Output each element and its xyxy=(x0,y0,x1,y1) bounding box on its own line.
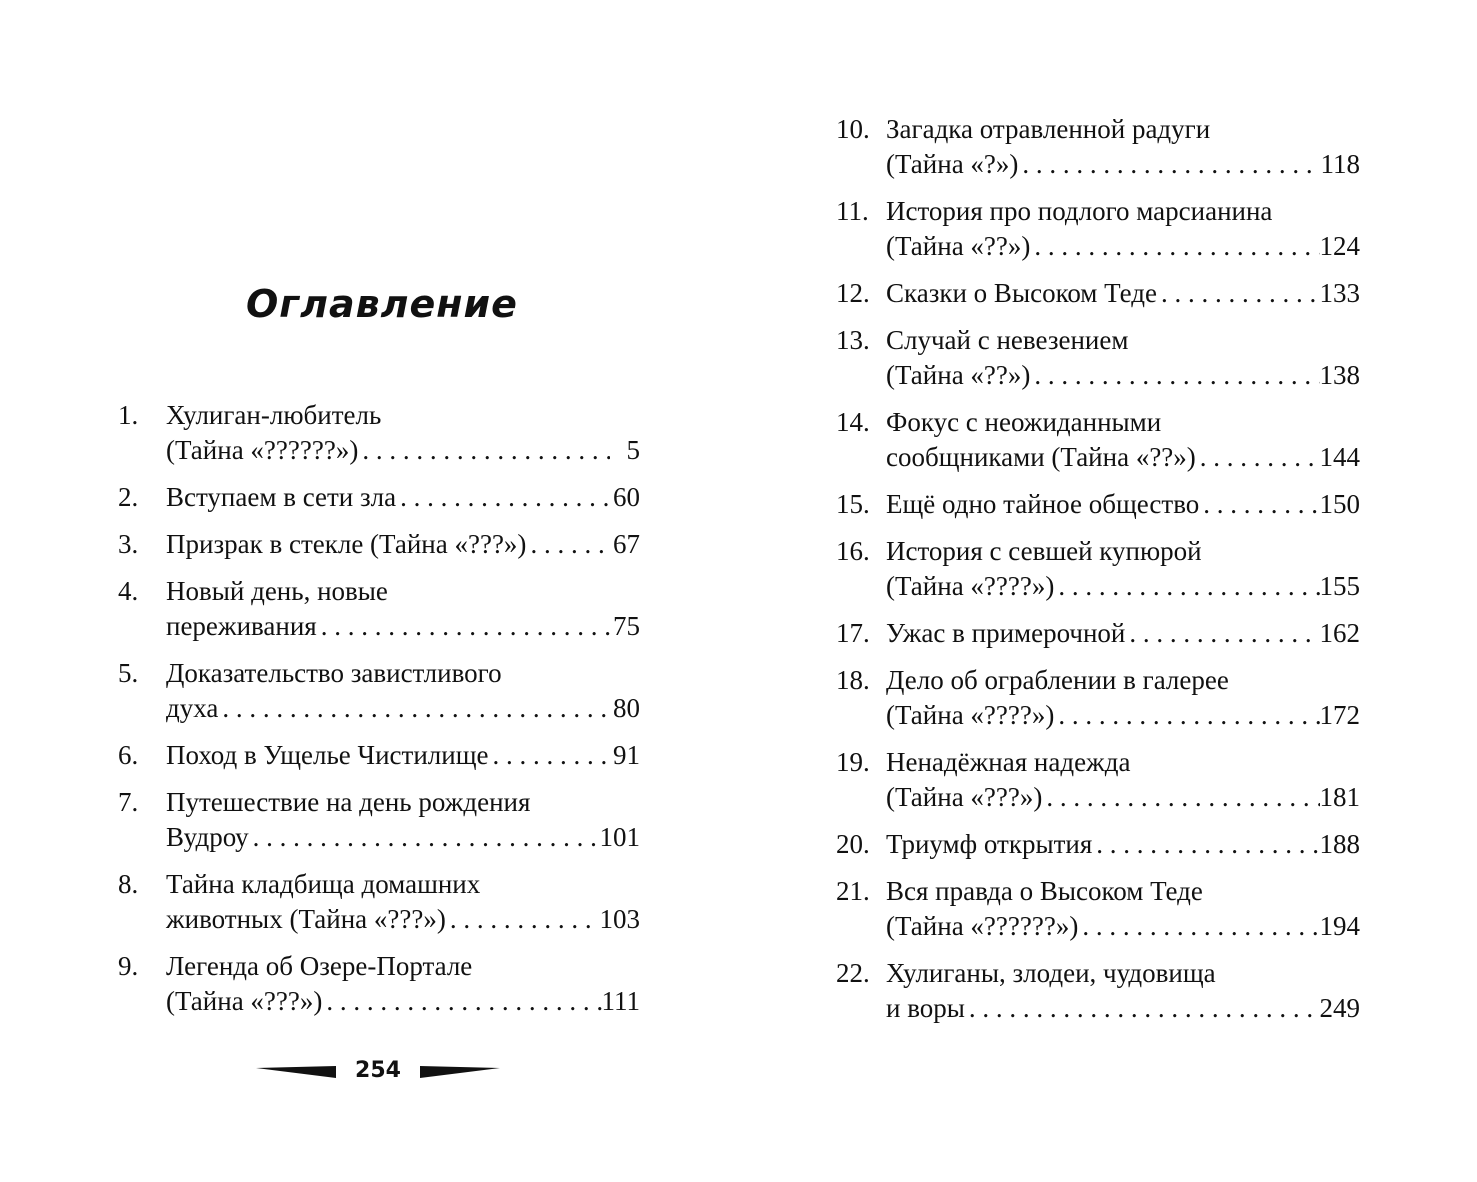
toc-entry-title-line: Загадка отравленной радуги xyxy=(886,114,1211,144)
toc-entry xyxy=(118,527,640,562)
toc-entry-title-line: Доказательство завистливого xyxy=(166,658,502,688)
toc-entry-last-line xyxy=(166,902,640,937)
toc-entry-title: Поход в Ущелье Чистилище xyxy=(166,740,489,770)
toc-entry-title-line: Путешествие на день рождения xyxy=(166,787,531,817)
toc-entry-title: (Тайна «????») xyxy=(886,700,1055,730)
toc-entry-title: Вступаем в сети зла xyxy=(166,482,397,512)
toc-entry-title-line: Дело об ограблении в галерее xyxy=(886,665,1229,695)
toc-entry-title: Призрак в стекле (Тайна «???») xyxy=(166,529,527,559)
toc-entry xyxy=(118,738,640,773)
toc-entry-number: 22. xyxy=(836,958,870,988)
toc-entry-title: Ещё одно тайное общество xyxy=(886,489,1200,519)
toc-entry-title-line: Ненадёжная надежда xyxy=(886,747,1131,777)
toc-entry-last-line xyxy=(886,440,1360,475)
toc-entry xyxy=(836,276,1360,311)
toc-entry xyxy=(836,323,1360,393)
dot-leader xyxy=(1054,698,1319,733)
toc-entry-number: 9. xyxy=(118,951,139,981)
toc-entry-number: 20. xyxy=(836,829,870,859)
dot-leader xyxy=(322,984,601,1019)
toc-entry-page: 118 xyxy=(1320,149,1360,179)
toc-entry-body xyxy=(166,398,640,468)
toc-entry-title: (Тайна «???») xyxy=(886,782,1043,812)
toc-entry-number: 13. xyxy=(836,325,870,355)
toc-entry-body xyxy=(886,276,1360,311)
toc-entry-body xyxy=(886,956,1360,1026)
dot-leader xyxy=(1018,147,1320,182)
toc-entry-body xyxy=(166,656,640,726)
toc-entry-title: (Тайна «?») xyxy=(886,149,1019,179)
toc-entry-title-line: Тайна кладбища домашних xyxy=(166,869,481,899)
toc-entry-body xyxy=(166,949,640,1019)
toc-entry-last-line xyxy=(886,698,1360,733)
toc-entry-body xyxy=(886,194,1360,264)
toc-entry xyxy=(118,574,640,644)
toc-entry-number: 3. xyxy=(118,529,139,559)
toc-entry-page: 124 xyxy=(1319,231,1360,261)
toc-entry-page: 138 xyxy=(1319,360,1360,390)
toc-entry-title: (Тайна «????») xyxy=(886,571,1055,601)
toc-entry-last-line xyxy=(886,827,1360,862)
toc-entry-title-line: Фокус с неожиданными xyxy=(886,407,1162,437)
toc-entry-last-line xyxy=(886,358,1360,393)
toc-entry xyxy=(836,405,1360,475)
toc-entry-page: 67 xyxy=(613,529,640,559)
toc-entry-page: 172 xyxy=(1319,700,1360,730)
toc-entry-body xyxy=(886,616,1360,651)
toc-entry-last-line xyxy=(886,909,1360,944)
toc-entry-number: 19. xyxy=(836,747,870,777)
toc-entry-page: 101 xyxy=(599,822,640,852)
toc-entry-last-line xyxy=(166,480,640,515)
toc-entry-body xyxy=(166,480,640,515)
toc-entry-last-line xyxy=(886,487,1360,522)
toc-right-column xyxy=(836,112,1360,1038)
toc-entry xyxy=(836,616,1360,651)
toc-entry-page: 188 xyxy=(1319,829,1360,859)
toc-entry-last-line xyxy=(166,738,640,773)
toc-entry-page: 103 xyxy=(599,904,640,934)
dot-leader xyxy=(1125,616,1319,651)
toc-entry-title: (Тайна «??») xyxy=(886,231,1031,261)
dot-leader xyxy=(358,433,610,468)
toc-entry xyxy=(118,656,640,726)
toc-entry-page: 91 xyxy=(613,740,640,770)
toc-entry xyxy=(836,874,1360,944)
dot-leader xyxy=(1030,358,1319,393)
toc-entry-last-line xyxy=(166,984,640,1019)
toc-entry-number: 21. xyxy=(836,876,870,906)
dot-leader xyxy=(1092,827,1319,862)
toc-entry-page: 144 xyxy=(1319,442,1360,472)
toc-entry-body xyxy=(886,487,1360,522)
toc-entry-last-line xyxy=(886,991,1360,1026)
toc-entry-title: переживания xyxy=(166,611,317,641)
toc-entry-page: 75 xyxy=(613,611,640,641)
toc-entry-title-line: История с севшей купюрой xyxy=(886,536,1202,566)
toc-entry-number: 15. xyxy=(836,489,870,519)
toc-entry-title: (Тайна «??») xyxy=(886,360,1031,390)
toc-entry-title-line: История про подлого марсианина xyxy=(886,196,1273,226)
toc-entry-body xyxy=(886,874,1360,944)
toc-entry-page: 133 xyxy=(1319,278,1360,308)
toc-entry-body xyxy=(886,323,1360,393)
toc-entry xyxy=(836,112,1360,182)
dot-leader xyxy=(1042,780,1319,815)
toc-entry-title: Вудроу xyxy=(166,822,249,852)
toc-entry-title: животных (Тайна «???») xyxy=(166,904,446,934)
toc-entry-page: 155 xyxy=(1319,571,1360,601)
toc-entry-number: 2. xyxy=(118,482,139,512)
toc-entry-body xyxy=(886,534,1360,604)
toc-entry xyxy=(836,745,1360,815)
dot-leader xyxy=(1157,276,1320,311)
dot-leader xyxy=(526,527,610,562)
dot-leader xyxy=(249,820,600,855)
toc-entry-title: (Тайна «??????») xyxy=(166,435,359,465)
dot-leader xyxy=(1054,569,1319,604)
toc-entry-last-line xyxy=(886,276,1360,311)
toc-entry-body xyxy=(166,574,640,644)
toc-entry-body xyxy=(166,785,640,855)
toc-entry-last-line xyxy=(166,691,640,726)
toc-entry-body xyxy=(166,867,640,937)
dot-leader xyxy=(1199,487,1319,522)
toc-entry-last-line xyxy=(166,609,640,644)
toc-entry-number: 10. xyxy=(836,114,870,144)
toc-entry xyxy=(836,663,1360,733)
toc-entry-title: и воры xyxy=(886,993,965,1023)
toc-entry-number: 12. xyxy=(836,278,870,308)
page-footer xyxy=(256,1058,500,1088)
toc-entry-page: 181 xyxy=(1319,782,1360,812)
toc-entry-number: 6. xyxy=(118,740,139,770)
toc-entry-last-line xyxy=(886,229,1360,264)
toc-entry-title-line: Новый день, новые xyxy=(166,576,388,606)
toc-entry-number: 16. xyxy=(836,536,870,566)
toc-entry-page: 162 xyxy=(1319,618,1360,648)
toc-entry-title-line: Легенда об Озере-Портале xyxy=(166,951,473,981)
toc-entry-last-line xyxy=(886,780,1360,815)
toc-entry xyxy=(118,867,640,937)
toc-entry-page: 80 xyxy=(613,693,640,723)
toc-entry-title: Ужас в примерочной xyxy=(886,618,1126,648)
toc-entry-number: 11. xyxy=(836,196,869,226)
toc-entry-number: 7. xyxy=(118,787,139,817)
toc-entry-body xyxy=(886,745,1360,815)
toc-entry-page: 5 xyxy=(626,435,640,465)
toc-entry xyxy=(118,398,640,468)
toc-entry-number: 4. xyxy=(118,576,139,606)
toc-entry-body xyxy=(166,527,640,562)
dot-leader xyxy=(965,991,1320,1026)
toc-entry-page: 150 xyxy=(1319,489,1360,519)
toc-entry-title: Триумф открытия xyxy=(886,829,1093,859)
toc-entry-body xyxy=(886,405,1360,475)
toc-entry-title: сообщниками (Тайна «??») xyxy=(886,442,1196,472)
toc-entry xyxy=(836,534,1360,604)
toc-entry-last-line xyxy=(166,820,640,855)
dot-leader xyxy=(317,609,610,644)
toc-entry-number: 5. xyxy=(118,658,139,688)
toc-entry xyxy=(836,194,1360,264)
toc-entry xyxy=(836,487,1360,522)
page-number: 254 xyxy=(355,1058,401,1083)
toc-entry-body xyxy=(886,112,1360,182)
dot-leader xyxy=(488,738,610,773)
toc-entry-page: 194 xyxy=(1319,911,1360,941)
toc-entry xyxy=(118,949,640,1019)
toc-entry-title-line: Вся правда о Высоком Теде xyxy=(886,876,1203,906)
toc-entry-title-line: Хулиганы, злодеи, чудовища xyxy=(886,958,1216,988)
dot-leader xyxy=(396,480,610,515)
toc-entry xyxy=(118,480,640,515)
right-ornament-icon xyxy=(420,1066,500,1078)
page-title: Оглавление xyxy=(246,282,518,326)
toc-entry-title: Сказки о Высоком Теде xyxy=(886,278,1157,308)
toc-entry-number: 18. xyxy=(836,665,870,695)
dot-leader xyxy=(446,902,600,937)
toc-entry-body xyxy=(166,738,640,773)
toc-entry-page: 60 xyxy=(613,482,640,512)
toc-entry-title: духа xyxy=(166,693,219,723)
toc-entry-page: 249 xyxy=(1319,993,1360,1023)
toc-entry-title: (Тайна «??????») xyxy=(886,911,1079,941)
toc-entry-body xyxy=(886,827,1360,862)
toc-entry-last-line xyxy=(886,569,1360,604)
toc-entry-number: 1. xyxy=(118,400,139,430)
toc-left-column xyxy=(118,398,640,1031)
dot-leader xyxy=(1196,440,1320,475)
toc-entry xyxy=(836,956,1360,1026)
toc-entry xyxy=(118,785,640,855)
toc-entry-number: 8. xyxy=(118,869,139,899)
dot-leader xyxy=(1078,909,1319,944)
toc-entry-number: 14. xyxy=(836,407,870,437)
toc-entry xyxy=(836,827,1360,862)
toc-entry-body xyxy=(886,663,1360,733)
toc-entry-title: (Тайна «???») xyxy=(166,986,323,1016)
dot-leader xyxy=(218,691,610,726)
toc-entry-last-line xyxy=(166,433,640,468)
toc-entry-last-line xyxy=(886,616,1360,651)
toc-entry-title-line: Случай с невезением xyxy=(886,325,1129,355)
toc-entry-title-line: Хулиган-любитель xyxy=(166,400,382,430)
toc-entry-last-line xyxy=(166,527,640,562)
toc-entry-number: 17. xyxy=(836,618,870,648)
dot-leader xyxy=(1030,229,1319,264)
toc-entry-last-line xyxy=(886,147,1360,182)
toc-entry-page: 111 xyxy=(601,986,640,1016)
